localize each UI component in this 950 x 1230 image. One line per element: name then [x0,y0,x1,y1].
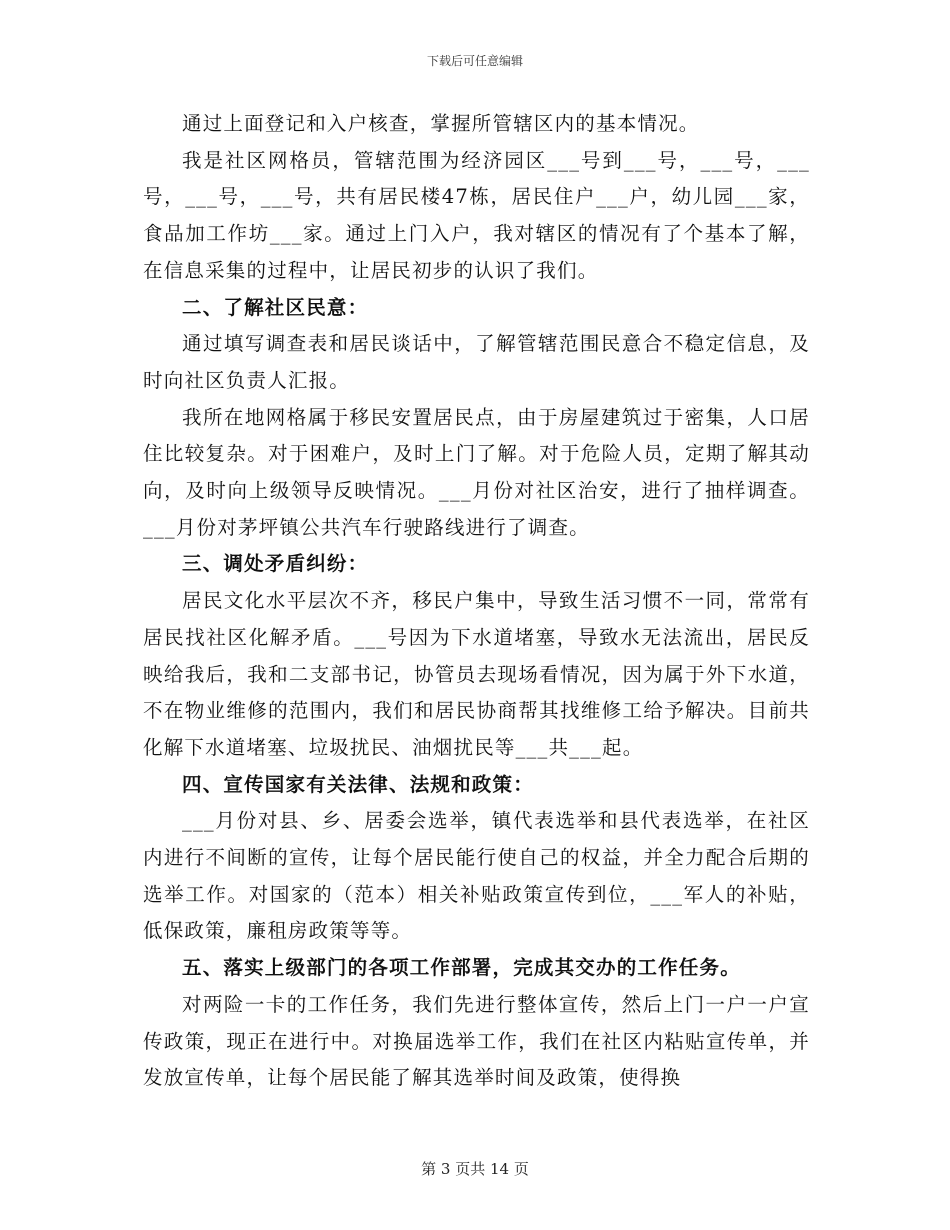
heading-section-5: 五、落实上级部门的各项工作部署，完成其交办的工作任务。 [182,956,741,980]
document-body [143,106,810,1097]
paragraph-disputes: 居民文化水平层次不齐，移民户集中，导致生活习惯不一同，常常有居民找社区化解矛盾。___号因为下水道堵塞，导致水无法流出，居民反映给我后，我和二支部书记，协管员去现场看情况，因为属于外下水道，不在物业维修的范围内，我们和居民协商帮其找维修工给予解决。目前共化解下水道堵塞、垃圾扰民、油烟扰民等___共___起。 [143,589,810,759]
heading-section-2: 二、了解社区民意： [182,295,369,319]
paragraph-public-opinion: 通过填写调查表和居民谈话中，了解管辖范围民意合不稳定信息，及时向社区负责人汇报。 [143,332,810,392]
paragraph-intro: 通过上面登记和入户核查，掌握所管辖区内的基本情况。 [182,112,700,135]
paragraph-resettlement: 我所在地网格属于移民安置居民点，由于房屋建筑过于密集，人口居住比较复杂。对于困难户，及时上门了解。对于危险人员，定期了解其动向，及时向上级领导反映情况。___月份对社区治安，进行了抽样调查。___月份对茅坪镇公共汽车行驶路线进行了调查。 [143,405,810,539]
heading-section-3: 三、调处矛盾纠纷： [182,552,369,576]
page-number: 第 3 页共 14 页 [421,1160,529,1178]
paragraph-law-publicity: ___月份对县、乡、居委会选举，镇代表选举和县代表选举，在社区内进行不间断的宣传，让每个居民能行使自己的权益，并全力配合后期的选举工作。对国家的（范本）相关补贴政策宣传到位，___军人的补贴，低保政策，廉租房政策等等。 [143,809,810,943]
paragraph-tasks: 对两险一卡的工作任务，我们先进行整体宣传，然后上门一户一户宣传政策，现正在进行中。对换届选举工作，我们在社区内粘贴宣传单，并发放宣传单，让每个居民能了解其选举时间及政策，使得换 [143,992,810,1090]
heading-section-4: 四、宣传国家有关法律、法规和政策： [182,772,534,796]
page-header: 下载后可任意编辑 [426,54,523,68]
paragraph-grid-scope: 我是社区网格员，管辖范围为经济园区___号到___号，___号，___号，___号，___号，共有居民楼47栋，居民住户___户，幼儿园___家，食品加工作坊___家。通过上门入户，我对辖区的情况有了个基本了解，在信息采集的过程中，让居民初步的认识了我们。 [143,148,810,282]
